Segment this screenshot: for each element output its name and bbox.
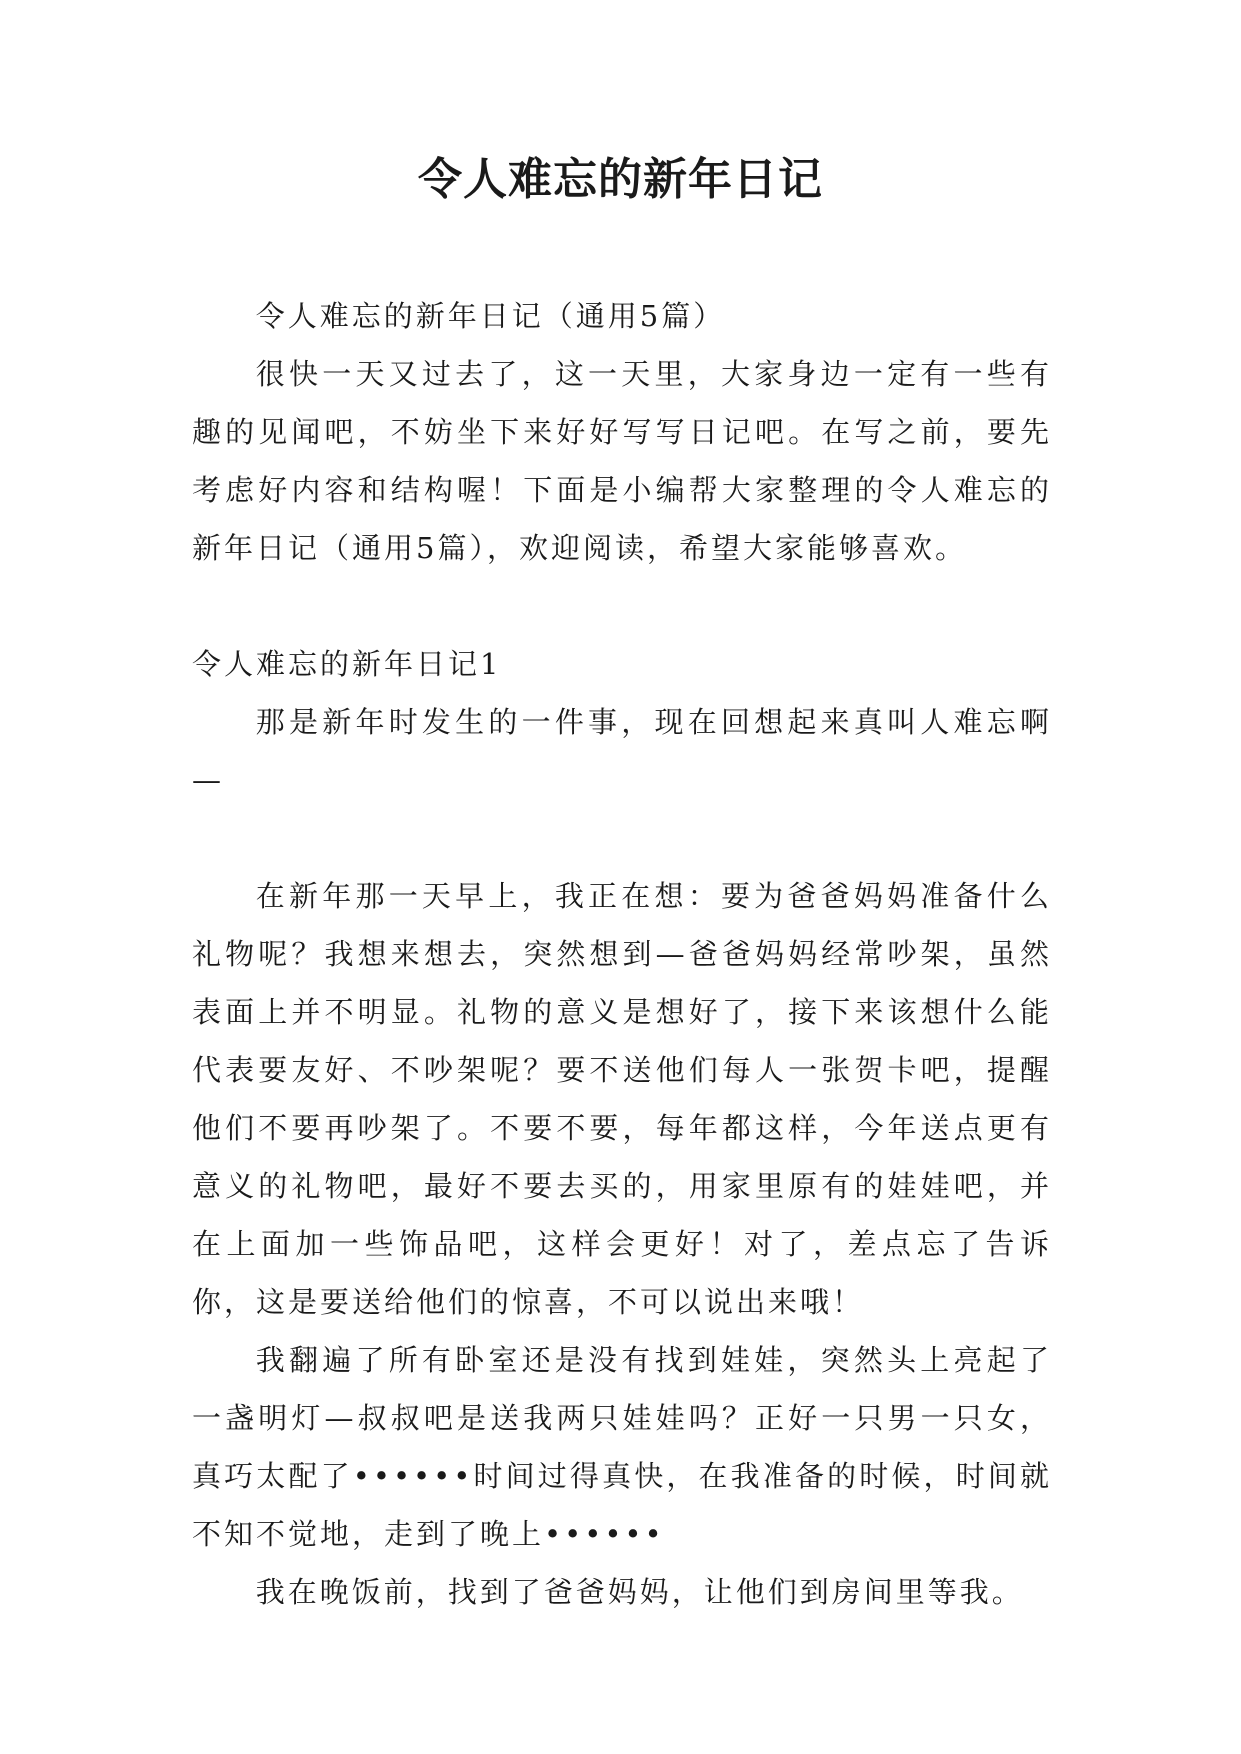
paragraph-opening: 那是新年时发生的一件事，现在回想起来真叫人难忘啊— [192,705,1052,797]
paragraph-search-doll: 我翻遍了所有卧室还是没有找到娃娃，突然头上亮起了一盏明灯—叔叔吧是送我两只娃娃吗？正好一只男一只女，真巧太配了••••••时间过得真快，在我准备的时候，时间就不知不觉地，走到了晚上•••••• [192,1343,1052,1551]
paragraph-subtitle: 令人难忘的新年日记（通用5篇） [255,299,726,333]
document-body [192,287,1052,1621]
paragraph-before-dinner: 我在晚饭前，找到了爸爸妈妈，让他们到房间里等我。 [255,1575,1024,1609]
paragraph-intro: 很快一天又过去了，这一天里，大家身边一定有一些有趣的见闻吧，不妨坐下来好好写写日记吧。在写之前，要先考虑好内容和结构喔！下面是小编帮大家整理的令人难忘的新年日记（通用5篇），欢迎阅读，希望大家能够喜欢。 [192,357,1052,565]
document-title: 令人难忘的新年日记 [418,154,823,205]
paragraph-morning: 在新年那一天早上，我正在想：要为爸爸妈妈准备什么礼物呢？我想来想去，突然想到—爸爸妈妈经常吵架，虽然表面上并不明显。礼物的意义是想好了，接下来该想什么能代表要友好、不吵架呢？要不送他们每人一张贺卡吧，提醒他们不要再吵架了。不要不要，每年都这样，今年送点更有意义的礼物吧，最好不要去买的，用家里原有的娃娃吧，并在上面加一些饰品吧，这样会更好！对了，差点忘了告诉你，这是要送给他们的惊喜，不可以说出来哦！ [192,879,1052,1319]
section-heading-1: 令人难忘的新年日记1 [192,647,502,681]
